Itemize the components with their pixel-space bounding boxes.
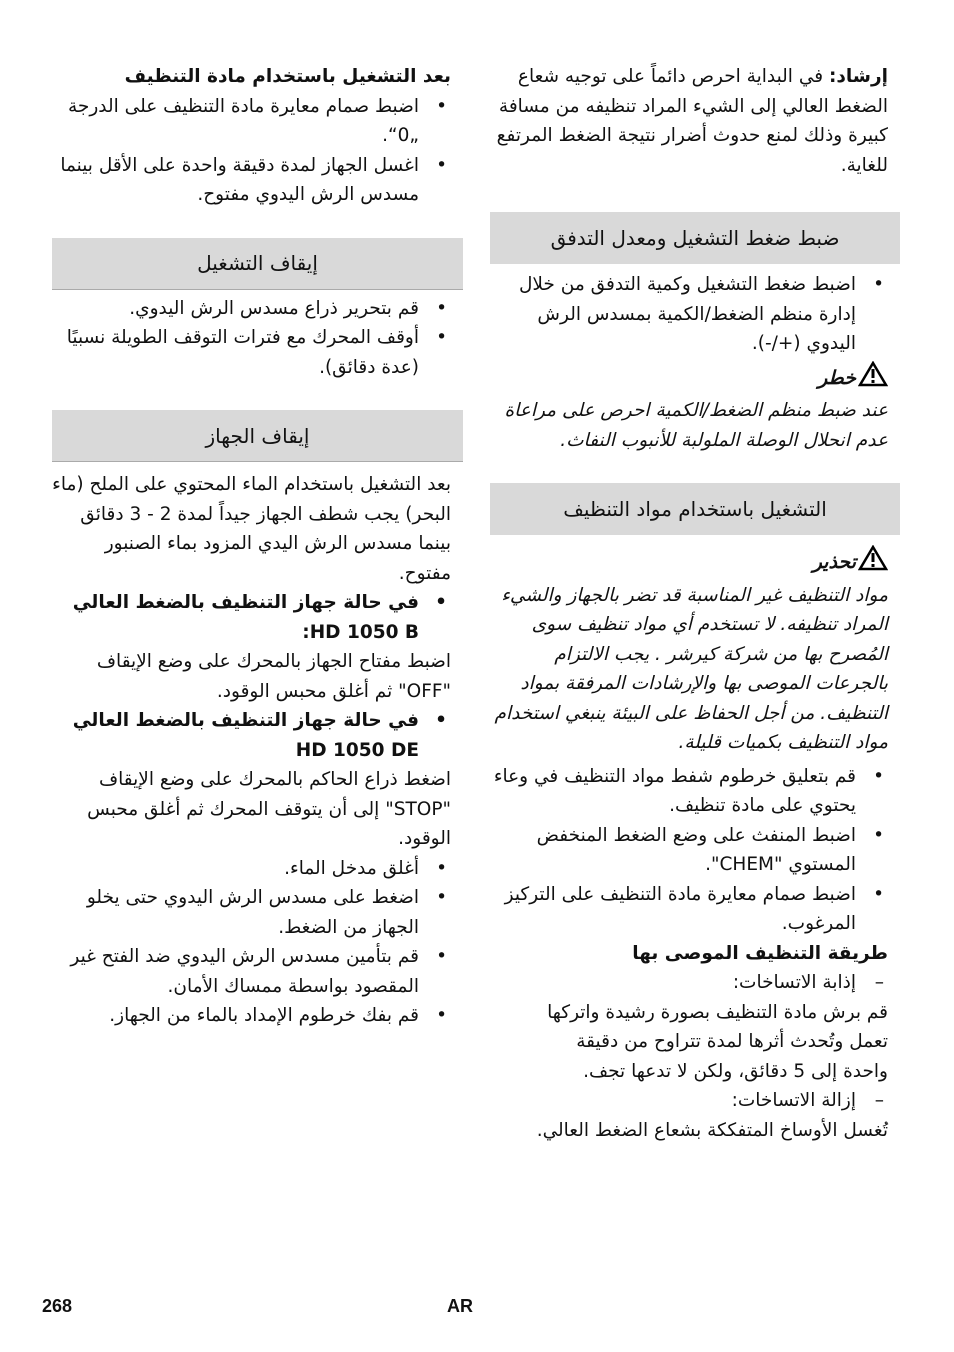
list-item: • اضبط ضغط التشغيل وكمية التدفق من خلال إدارة منظم الضغط/الكمية بمسدس الرش اليدوي (+/-). bbox=[490, 270, 900, 359]
section-heading-shutdown: إيقاف الجهاز bbox=[52, 410, 463, 462]
list-item: • قم بتأمين مسدس الرش اليدوي ضد الفتح غير المقصود بواسطة ممساك الأمان. bbox=[52, 942, 463, 1001]
warning-notice-title bbox=[490, 545, 900, 581]
list-item: • أوقف المحرك مع فترات التوقف الطويلة نسبيًا (عدة دقائق). bbox=[52, 323, 463, 382]
tip-paragraph bbox=[490, 62, 900, 180]
list-item: • قم بتعليق خرطوم شفط مواد التنظيف في وعاء يحتوي على مادة تنظيف. bbox=[490, 762, 900, 821]
page-number: 268 bbox=[42, 1296, 73, 1316]
list-item: • في حالة جهاز التنظيف بالضغط العالي HD 1050 B: bbox=[52, 588, 463, 647]
method-text: قم برش مادة التنظيف بصورة رشيدة واتركها تعمل وتُحدث أثرها لمدة تتراوح من دقيقة واحدة إلى 5 دقائق، ولكن لا تدعها تجف. bbox=[547, 1001, 888, 1082]
warning-label: تحذير bbox=[812, 551, 856, 573]
warning-triangle-icon bbox=[856, 545, 888, 581]
after-detergent-heading: بعد التشغيل باستخدام مادة التنظيف bbox=[124, 66, 451, 87]
shutdown-intro: بعد التشغيل باستخدام الماء المحتوي على الملح (ماء البحر) يجب شطف الجهاز جيداً لمدة 2 - 3 دقائق بينما مسدس الرش اليدي المزود بماء الصنبور مفتوح. bbox=[52, 474, 451, 584]
list-item: • اغسل الجهاز لمدة دقيقة واحدة على الأقل بينما مسدس الرش اليدوي مفتوح. bbox=[52, 151, 463, 210]
tip-text: في البداية احرص دائماً على توجيه شعاع الضغط العالي إلى الشيء المراد تنظيفه من مسافة كبيرة وذلك لمنع حدوث أضرار نتيجة الضغط المرتفع للغاية. bbox=[496, 66, 888, 176]
danger-label: خطر bbox=[818, 366, 856, 389]
section-heading-pressure: ضبط ضغط التشغيل ومعدل التدفق bbox=[490, 212, 900, 264]
danger-text: عند ضبط منظم الضغط/الكمية احرص على مراعاة عدم انحلال الوصلة الملولبة للأنبوب النفاث. bbox=[504, 400, 888, 451]
list-item: • قم بفك خرطوم الإمداد بالماء من الجهاز. bbox=[52, 1001, 463, 1031]
list-item: • أغلق مدخل الماء. bbox=[52, 854, 463, 884]
list-item: • اضبط صمام معايرة مادة التنظيف على الدرجة „0“. bbox=[52, 92, 463, 151]
method-heading: طريقة التنظيف الموصى بها bbox=[632, 942, 888, 964]
list-item: • اضبط المنفث على وضع الضغط المنخفض المستوي "CHEM". bbox=[490, 821, 900, 880]
method-text: تُغسل الأوساخ المتفككة بشعاع الضغط العالي. bbox=[536, 1119, 888, 1141]
list-item: • قم بتحرير ذراع مسدس الرش اليدوي. bbox=[52, 294, 463, 324]
list-item: • في حالة جهاز التنظيف بالضغط العالي HD 1050 DE bbox=[52, 706, 463, 765]
danger-notice-title bbox=[490, 361, 900, 397]
warning-triangle-icon bbox=[856, 361, 888, 397]
language-code: AR bbox=[447, 1296, 473, 1316]
tip-label: إرشاد: bbox=[828, 66, 888, 87]
bullet-b-text: اضبط مفتاح الجهاز بالمحرك على وضع الإيقاف "OFF" ثم أغلق محبس الوقود. bbox=[96, 651, 451, 702]
warning-text: مواد التنظيف غير المناسبة قد تضر بالجهاز والشيء المراد تنظيفه. لا تستخدم أي مواد تنظيف سوى المُصرح بها من شركة كيرشر . يجب الالتزام بالجرعات الموصى بها والإرشادات المرفقة بمواد التنظيف. من أجل الحفاظ على البيئة ينبغي استخدام مواد التنظيف بكميات قليلة. bbox=[494, 584, 888, 753]
left-column bbox=[52, 62, 463, 1031]
list-item: – إزالة الاتساخات: bbox=[490, 1086, 900, 1116]
right-column bbox=[490, 62, 900, 1145]
list-item: • اضبط صمام معايرة مادة التنظيف على التركيز المرغوب. bbox=[490, 880, 900, 939]
section-heading-stop: إيقاف التشغيل bbox=[52, 238, 463, 290]
list-item: • اضغط على مسدس الرش اليدوي حتى يخلو الجهاز من الضغط. bbox=[52, 883, 463, 942]
section-heading-detergent: التشغيل باستخدام مواد التنظيف bbox=[490, 483, 900, 535]
list-item: – إذابة الاتساخات: bbox=[490, 968, 900, 998]
bullet-de-text: اضغط ذراع الحاكم بالمحرك على وضع الإيقاف "STOP" إلى أن يتوقف المحرك ثم أغلق محبس الوقود. bbox=[87, 769, 451, 849]
